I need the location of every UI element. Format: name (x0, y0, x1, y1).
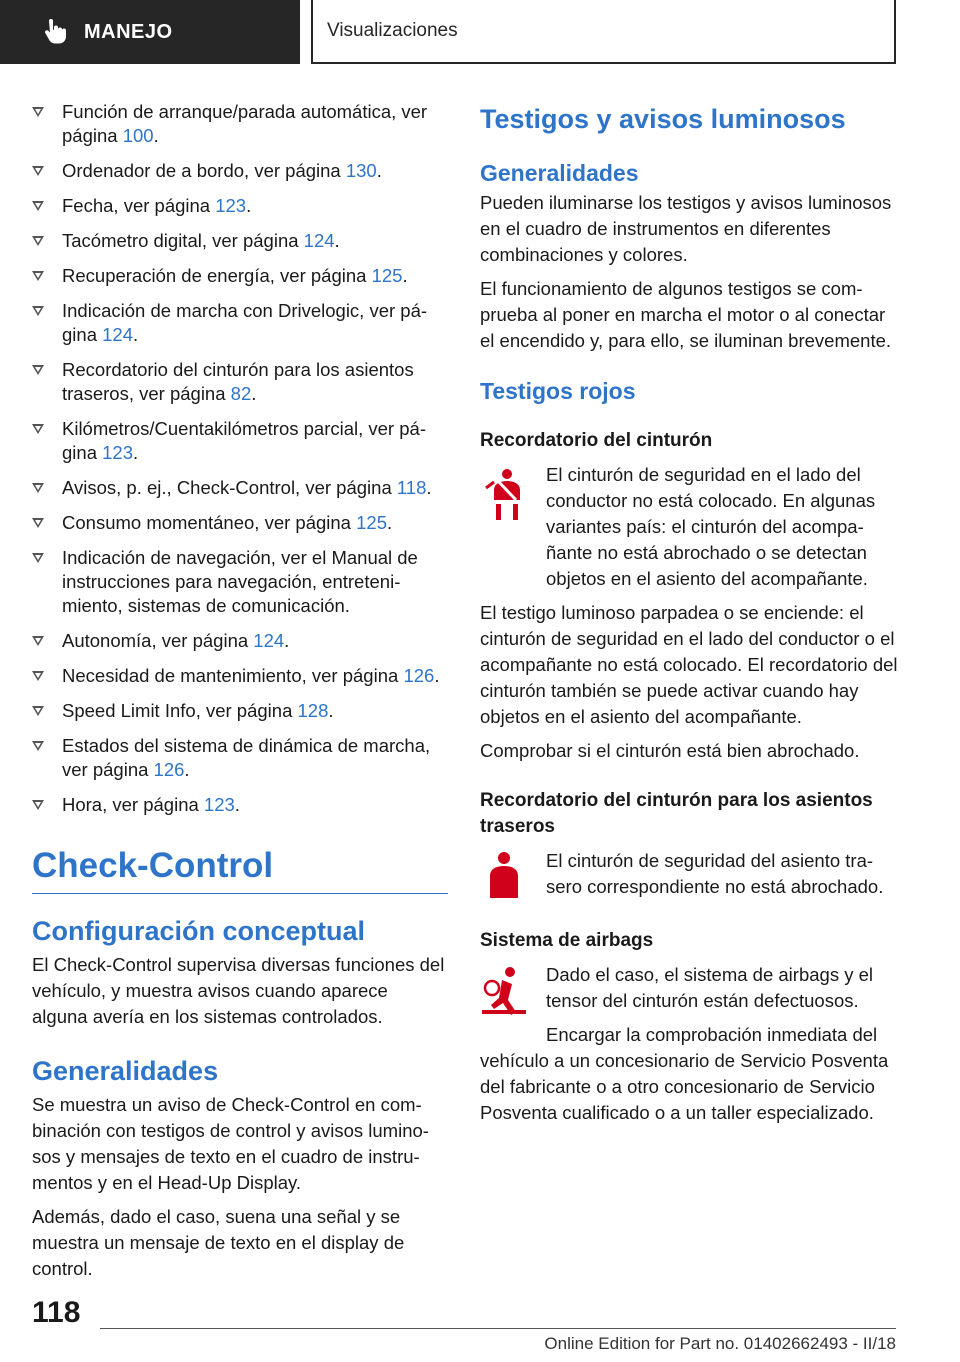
triangle-bullet-icon (32, 518, 44, 528)
bullet-text: Recuperación de energía, ver página (62, 265, 372, 286)
general-paragraph-2: Además, dado el caso, suena una señal y se muestra un mensaje de texto en el display de control. (32, 1206, 405, 1279)
page-link[interactable]: 124 (253, 630, 285, 651)
page-link[interactable]: 128 (297, 700, 329, 721)
triangle-bullet-icon (32, 706, 44, 716)
page-link[interactable]: 100 (122, 125, 154, 146)
bullet-end: . (133, 324, 139, 345)
bullet-text: Consumo momentáneo, ver página (62, 512, 357, 533)
config-text: El Check-Control supervisa diversas funciones del vehículo, y muestra avisos cuando aparece alguna avería en los sistemas controlados. (32, 954, 445, 1027)
bullet-end: . (234, 794, 240, 815)
bullet-item (32, 358, 448, 406)
bullet-end: . (184, 759, 190, 780)
page-link[interactable]: 126 (403, 665, 435, 686)
bullet-text: Tacómetro digital, ver página (62, 230, 304, 251)
triangle-bullet-icon (32, 107, 44, 117)
bullet-item (32, 194, 448, 218)
belt-paragraph-1: El cinturón de seguridad en el lado del conductor no está colocado. En algunas variantes país: el cinturón del acompañante no está abrochado o se detectan objetos en el asiento del acompañante. (546, 464, 876, 589)
footer-divider (100, 1328, 896, 1329)
airbag-block (480, 962, 898, 1014)
page-link[interactable]: 126 (153, 759, 185, 780)
bullet-end: . (284, 630, 290, 651)
triangle-bullet-icon (32, 306, 44, 316)
triangle-bullet-icon (32, 741, 44, 751)
red-lights-heading: Testigos rojos (480, 378, 636, 404)
right-column (480, 100, 898, 1126)
bullet-item (32, 629, 448, 653)
rear-belt-heading: Recordatorio del cinturón para los asientos traseros (480, 790, 873, 837)
rear-belt-block (480, 848, 898, 900)
page-number: 118 (32, 1296, 81, 1329)
airbag-paragraph-1: Dado el caso, el sistema de airbags y el tensor del cinturón están defectuosos. (546, 964, 874, 1011)
config-heading: Configuración conceptual (32, 916, 366, 946)
general-heading-right: Generalidades (480, 160, 639, 186)
lights-paragraph-1: Pueden iluminarse los testigos y avisos luminosos en el cuadro de instrumentos en diferentes combinaciones y colores. (480, 192, 892, 265)
belt-paragraph-3: Comprobar si el cinturón está bien abrochado. (480, 740, 860, 761)
hand-pointer-icon (40, 18, 68, 46)
airbag-heading: Sistema de airbags (480, 930, 654, 951)
triangle-bullet-icon (32, 236, 44, 246)
bullet-item (32, 793, 448, 817)
chapter-label: MANEJO (84, 20, 173, 43)
lights-paragraph-2: El funcionamiento de algunos testigos se comprueba al poner en marcha el motor o al conectar el encendido y, para ello, se iluminan brevemente. (480, 278, 892, 351)
page-link[interactable]: 125 (356, 512, 387, 533)
airbag-warning-icon (480, 966, 528, 1022)
general-paragraph-1: Se muestra un aviso de Check-Control en combinación con testigos de control y avisos luminosos y mensajes de texto en el cuadro de instrumentos y en el Head-Up Display. (32, 1094, 429, 1193)
warning-lights-title: Testigos y avisos luminosos (480, 104, 846, 134)
bullet-text: Estados del sistema de dinámica de marcha, ver página (62, 735, 431, 780)
rear-seatbelt-icon (480, 848, 528, 904)
page-link[interactable]: 118 (396, 477, 427, 498)
bullet-end: . (251, 383, 257, 404)
general-heading-left: Generalidades (32, 1056, 219, 1086)
triangle-bullet-icon (32, 800, 44, 810)
triangle-bullet-icon (32, 365, 44, 375)
bullet-end: . (434, 665, 440, 686)
bullet-text: Ordenador de a bordo, ver página (62, 160, 346, 181)
page-link[interactable]: 124 (102, 324, 133, 345)
bullet-end: . (328, 700, 334, 721)
bullet-item (32, 546, 448, 618)
bullet-item (32, 229, 448, 253)
bullet-item (32, 476, 448, 500)
chapter-tab (0, 0, 300, 64)
bullet-text: Autonomía, ver página (62, 630, 254, 651)
bullet-item (32, 417, 448, 465)
left-column (32, 100, 448, 1282)
bullet-item (32, 159, 448, 183)
bullet-text: Necesidad de mantenimiento, ver página (62, 665, 404, 686)
bullet-end: . (334, 230, 340, 251)
bullet-end: . (246, 195, 252, 216)
bullet-item (32, 734, 448, 782)
bullet-end: . (376, 160, 382, 181)
bullet-end: . (387, 512, 393, 533)
check-control-title: Check-Control (32, 845, 448, 894)
bullet-text: Indicación de marcha con Drivelogic, ver página (62, 300, 428, 345)
triangle-bullet-icon (32, 636, 44, 646)
page-link[interactable]: 123 (102, 442, 133, 463)
bullet-end: . (426, 477, 432, 498)
bullet-item (32, 699, 448, 723)
bullet-end: . (133, 442, 139, 463)
bullet-item (32, 264, 448, 288)
bullet-text: Indicación de navegación, ver el Manual de instrucciones para navegación, entretenimiento, sistemas de comunicación. (62, 547, 418, 616)
page-link[interactable]: 123 (215, 195, 247, 216)
page-link[interactable]: 130 (345, 160, 377, 181)
rear-belt-paragraph: El cinturón de seguridad del asiento trasero correspondiente no está abrochado. (546, 850, 884, 897)
belt-warning-block (480, 462, 898, 592)
edition-text: Online Edition for Part no. 01402662493 - II/18 (544, 1334, 896, 1353)
bullet-text: Speed Limit Info, ver página (62, 700, 298, 721)
bullet-text: Avisos, p. ej., Check-Control, ver página (62, 477, 397, 498)
page-link[interactable]: 82 (230, 383, 252, 404)
triangle-bullet-icon (32, 166, 44, 176)
page-link[interactable]: 125 (371, 265, 403, 286)
bullet-item (32, 511, 448, 535)
page-link[interactable]: 123 (203, 794, 235, 815)
bullet-text: Recordatorio del cinturón para los asientos traseros, ver página (62, 359, 414, 404)
bullet-text: Kilómetros/Cuentakilómetros parcial, ver página (62, 418, 426, 463)
triangle-bullet-icon (32, 271, 44, 281)
belt-heading: Recordatorio del cinturón (480, 430, 713, 451)
triangle-bullet-icon (32, 424, 44, 434)
bullet-text: Fecha, ver página (62, 195, 216, 216)
triangle-bullet-icon (32, 553, 44, 563)
bullet-text: Función de arranque/parada automática, ver página (62, 101, 428, 146)
seatbelt-warning-icon (480, 468, 528, 524)
section-tab (311, 0, 896, 64)
triangle-bullet-icon (32, 483, 44, 493)
bullet-end: . (153, 125, 159, 146)
triangle-bullet-icon (32, 671, 44, 681)
bullet-item (32, 299, 448, 347)
airbag-paragraph-2: Encargar la comprobación inmediata del vehículo a un concesionario de Servicio Posventa del fabricante o a otro concesionario de Servicio Posventa cualificado o a un taller especializado. (480, 1024, 889, 1123)
section-label: Visualizaciones (327, 20, 458, 41)
bullet-item (32, 100, 448, 148)
bullet-text: Hora, ver página (62, 794, 204, 815)
page-link[interactable]: 124 (303, 230, 335, 251)
belt-paragraph-2: El testigo luminoso parpadea o se enciende: el cinturón de seguridad en el lado del conductor o el acompañante no está colocado. El recordatorio del cinturón también se puede activar cuando hay objetos en el asiento del acompañante. (480, 602, 898, 727)
bullet-end: . (402, 265, 408, 286)
bullet-item (32, 664, 448, 688)
triangle-bullet-icon (32, 201, 44, 211)
bullet-list (32, 100, 448, 817)
